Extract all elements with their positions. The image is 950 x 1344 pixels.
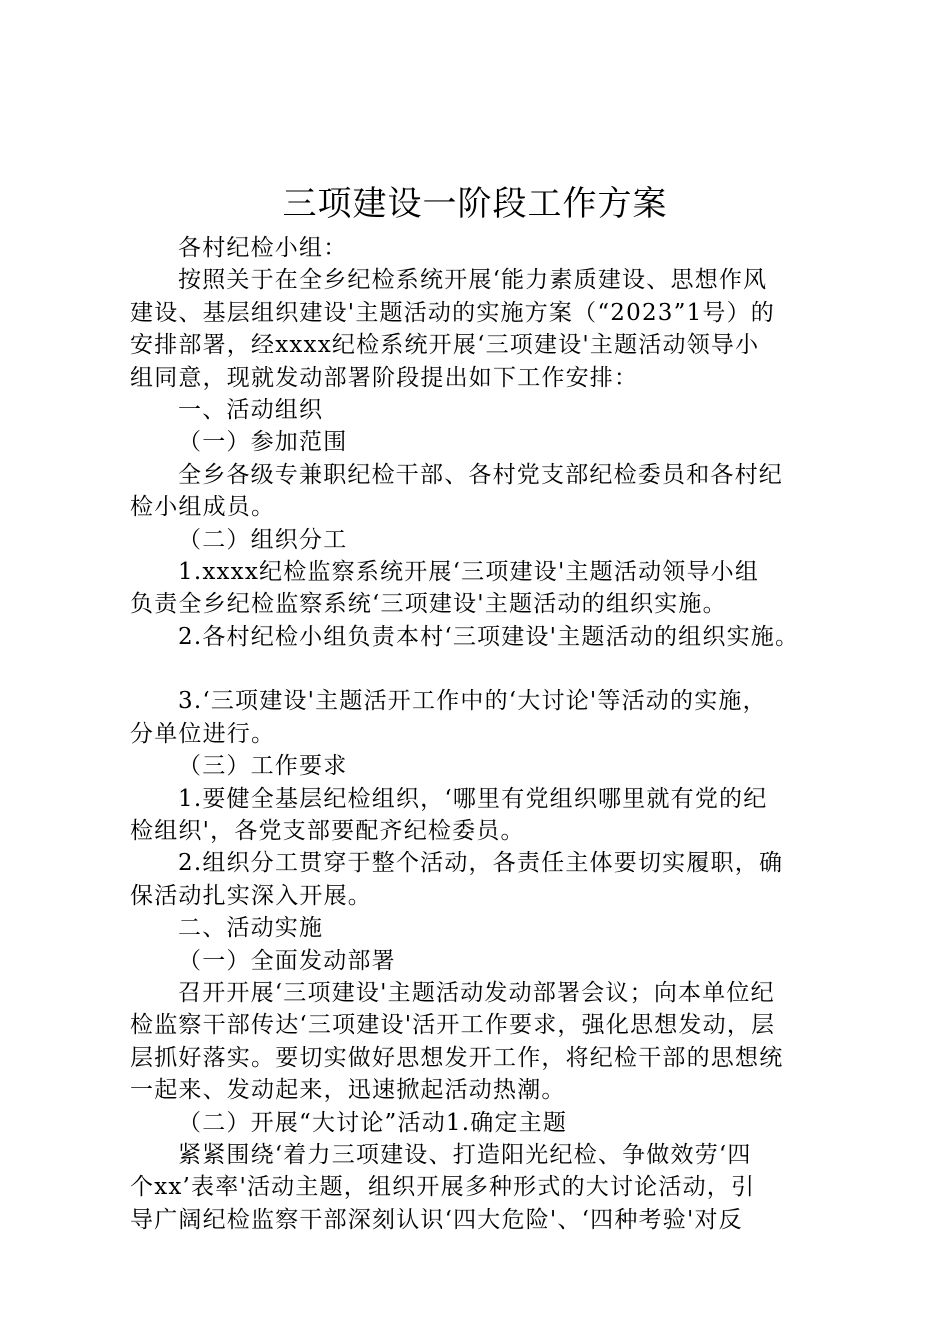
- body-line: 2.组织分工贯穿于整个活动，各责任主体要切实履职，确: [178, 850, 784, 877]
- body-line: 分单位进行。: [130, 720, 276, 747]
- body-line: 二、活动实施: [178, 915, 324, 942]
- document-body: [130, 232, 830, 1236]
- body-line: （二）开展“大讨论”活动1.确定主题: [178, 1109, 568, 1136]
- body-line: 1.xxxx纪检监察系统开展‘三项建设'主题活动领导小组: [178, 558, 760, 585]
- body-line: 个xx’表率'活动主题，组织开展多种形式的大讨论活动，引: [130, 1174, 756, 1201]
- body-line: （一）全面发动部署: [178, 947, 396, 974]
- body-line: 检小组成员。: [130, 494, 276, 521]
- body-line: 3.‘三项建设'主题活开工作中的‘大讨论'等活动的实施，: [178, 688, 767, 715]
- body-line: 按照关于在全乡纪检系统开展‘能力素质建设、思想作风: [178, 267, 768, 294]
- body-line: 组同意，现就发动部署阶段提出如下工作安排：: [130, 364, 639, 391]
- body-line: 一、活动组织: [178, 396, 324, 423]
- body-line: （一）参加范围: [178, 429, 348, 456]
- body-line: 紧紧围绕‘着力三项建设、打造阳光纪检、争做效劳‘四: [178, 1141, 752, 1168]
- body-line: （二）组织分工: [178, 526, 348, 553]
- body-line: 检监察干部传达‘三项建设'活开工作要求，强化思想发动，层: [130, 1012, 776, 1039]
- document-title: 三项建设一阶段工作方案: [282, 184, 668, 224]
- body-line: 负责全乡纪检监察系统‘三项建设'主题活动的组织实施。: [130, 591, 727, 618]
- blank-line: [130, 653, 830, 685]
- body-line: 全乡各级专兼职纪检干部、各村党支部纪检委员和各村纪: [178, 461, 783, 488]
- body-line: 各村纪检小组：: [178, 235, 348, 261]
- body-line: 导广阔纪检监察干部深刻认识‘四大危险'、‘四种考验'对反: [130, 1206, 743, 1233]
- body-line: 层抓好落实。要切实做好思想发开工作，将纪检干部的思想统: [130, 1044, 784, 1071]
- body-line: 保活动扎实深入开展。: [130, 882, 372, 909]
- body-line: 一起来、发动起来，迅速掀起活动热潮。: [130, 1077, 566, 1104]
- body-line: 建设、基层组织建设'主题活动的实施方案（“2023”1号）的: [130, 299, 776, 326]
- body-line: 2.各村纪检小组负责本村‘三项建设'主题活动的组织实施。: [178, 623, 800, 650]
- body-line: 1.要健全基层纪检组织，‘哪里有党组织哪里就有党的纪: [178, 785, 768, 812]
- body-line: 安排部署，经xxxx纪检系统开展‘三项建设'主题活动领导小: [130, 332, 760, 359]
- body-line: 检组织'，各党支部要配齐纪检委员。: [130, 818, 525, 845]
- body-line: （三）工作要求: [178, 753, 348, 780]
- body-line: 召开开展‘三项建设'主题活动发动部署会议；向本单位纪: [178, 979, 775, 1006]
